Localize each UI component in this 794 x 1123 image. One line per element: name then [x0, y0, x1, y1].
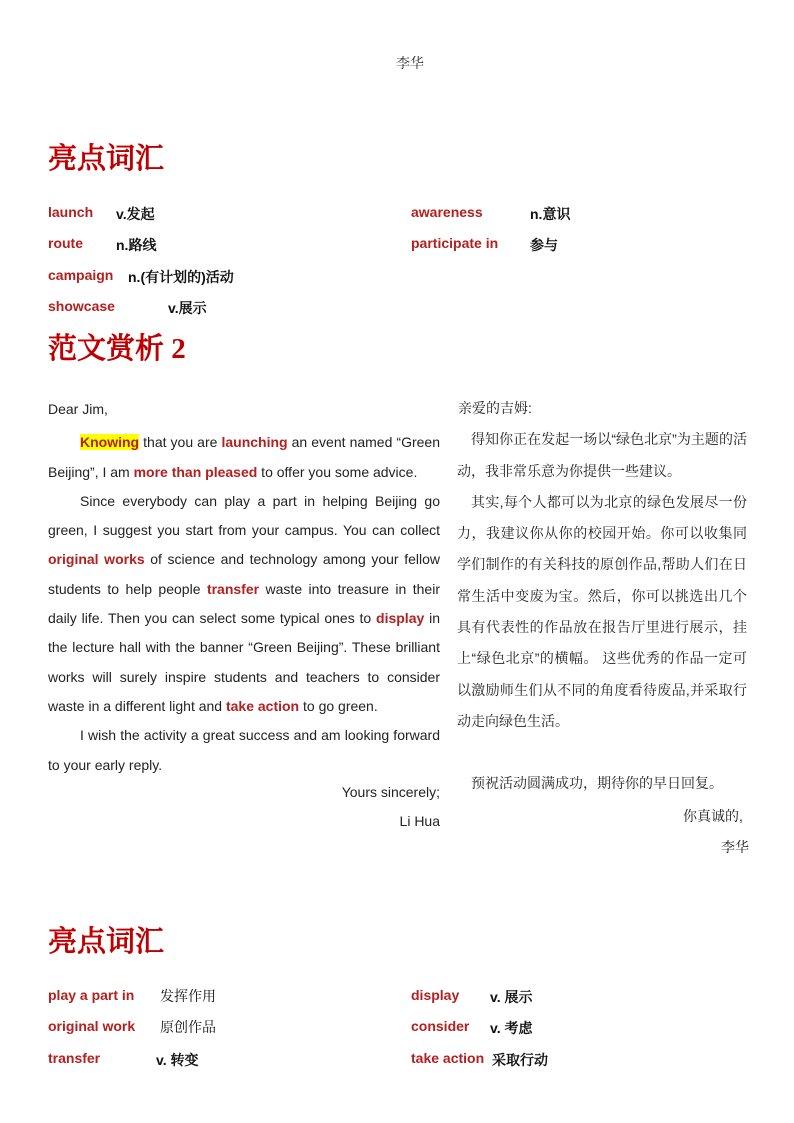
- cn-signature: 李华: [721, 839, 749, 855]
- highlight-term: more than pleased: [133, 463, 258, 480]
- text-run: waste into treasure in their daily life. Then you can select some typical ones to: [48, 580, 440, 627]
- header-name: 李华: [396, 55, 424, 71]
- text-run: to offer you some advice.: [257, 463, 418, 480]
- cn-greeting: 亲爱的吉姆:: [458, 400, 532, 416]
- vocab-def: v. 考虑: [490, 1020, 533, 1036]
- vocab-def: 采取行动: [492, 1052, 548, 1068]
- vocab-term: campaign: [48, 267, 114, 283]
- text-run: in the lecture hall with the banner “Green Beijing”. These brilliant works will surely inspire students and teachers to consider waste in a different light and: [48, 610, 440, 714]
- highlight-term: transfer: [206, 580, 260, 597]
- highlight-term: take action: [225, 697, 300, 714]
- vocab-def: v. 转变: [156, 1052, 199, 1068]
- letter-closing: Yours sincerely;: [341, 783, 440, 800]
- letter-signature: Li Hua: [399, 813, 440, 830]
- vocab-term: showcase: [48, 298, 115, 314]
- vocab-def: 原创作品: [160, 1019, 216, 1035]
- vocab-def: n.意识: [530, 206, 571, 222]
- text-run: to go green.: [299, 697, 378, 714]
- vocab-term: launch: [48, 204, 94, 220]
- vocab-term: transfer: [48, 1050, 101, 1066]
- vocab-term: original work: [48, 1018, 136, 1034]
- text-run: an event named “Green Beijing”, I am: [48, 434, 440, 480]
- vocab-def: 参与: [530, 237, 558, 253]
- vocab-def: v.发起: [116, 206, 155, 222]
- cn-closing: 你真诚的,: [683, 808, 743, 824]
- highlight-term: launching: [221, 434, 288, 451]
- text-run: that you are: [139, 434, 222, 451]
- vocab-term: participate in: [411, 235, 499, 251]
- model-essay-heading: 范文赏析 2: [48, 333, 186, 365]
- vocab-def: n.路线: [116, 237, 157, 253]
- highlight-term: display: [376, 610, 425, 627]
- vocab-term: play a part in: [48, 987, 135, 1003]
- letter-chinese: [457, 393, 747, 800]
- vocab-term: awareness: [411, 204, 483, 220]
- letter-english: [48, 395, 440, 836]
- highlight-term: original works: [48, 551, 145, 568]
- vocab-heading-1: 亮点词汇: [48, 143, 165, 175]
- vocab-def: 发挥作用: [160, 988, 216, 1004]
- text-run: of science and technology among your fellow students to help people: [48, 551, 440, 597]
- vocab-term: display: [411, 987, 460, 1003]
- text-run: Since everybody can play a part in helping Beijing go green, I suggest you start from your campus. You can collect: [48, 492, 440, 539]
- letter-paragraph-3: I wish the activity a great success and am looking forward to your early reply.: [48, 727, 440, 773]
- vocab-heading-2: 亮点词汇: [48, 926, 165, 958]
- vocab-def: v. 展示: [490, 989, 533, 1005]
- highlight-term: Knowing: [80, 434, 140, 451]
- cn-paragraph-1: 得知你正在发起一场以“绿色北京”为主题的活动，我非常乐意为你提供一些建议。: [457, 431, 747, 479]
- letter-greeting: Dear Jim,: [48, 401, 108, 417]
- letter-paragraph-1: [48, 428, 440, 487]
- vocab-def: v.展示: [168, 300, 207, 316]
- letter-paragraph-2: [48, 487, 440, 721]
- vocab-term: take action: [411, 1050, 485, 1066]
- cn-paragraph-2: 其实,每个人都可以为北京的绿色发展尽一份力，我建议你从你的校园开始。你可以收集同学们制作的有关科技的原创作品,帮助人们在日常生活中变废为宝。然后，你可以挑选出几个具有代表性的作品放在报告厅里进行展示，挂上“绿色北京”的横幅。 这些优秀的作品一定可以激励师生们从不同的角度看待废品,并采取行动走向绿色生活。: [457, 493, 747, 729]
- vocab-term: consider: [411, 1018, 470, 1034]
- vocab-term: route: [48, 235, 83, 251]
- cn-paragraph-3: 预祝活动圆满成功，期待你的早日回复。: [471, 775, 723, 792]
- vocab-def: n.(有计划的)活动: [128, 269, 234, 285]
